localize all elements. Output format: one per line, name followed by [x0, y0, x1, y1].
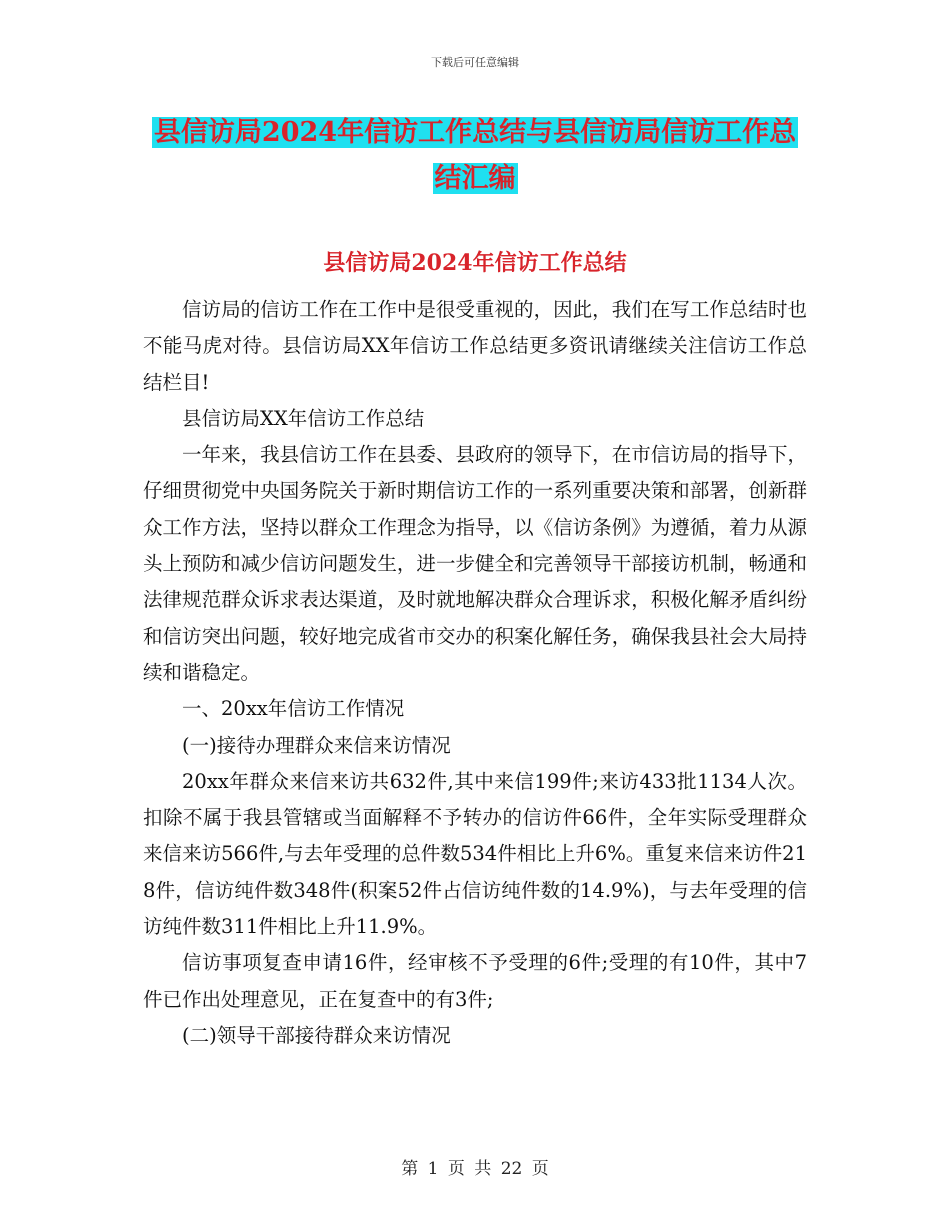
document-title: [140, 110, 810, 202]
header-note: 下载后可任意编辑: [431, 56, 519, 69]
paragraph: 县信访局XX年信访工作总结: [182, 406, 425, 430]
document-body: [143, 292, 807, 1054]
section-title: 县信访局2024年信访工作总结: [323, 250, 627, 276]
document-title-line-2: 结汇编: [434, 163, 516, 194]
paragraph: 20xx年群众来信来访共632件,其中来信199件;来访433批1134人次。扣除不属于我县管辖或当面解释不予转办的信访件66件，全年实际受理群众来信来访566件,与去年受理的总件数534件相比上升6%。重复来信来访件218件，信访纯件数348件(积案52件占信访纯件数的14.9%)，与去年受理的信访纯件数311件相比上升11.9%。: [143, 769, 807, 939]
paragraph: 一年来，我县信访工作在县委、县政府的领导下，在市信访局的指导下，仔细贯彻党中央国务院关于新时期信访工作的一系列重要决策和部署，创新群众工作方法，坚持以群众工作理念为指导，以《信访条例》为遵循，着力从源头上预防和减少信访问题发生，进一步健全和完善领导干部接访机制，畅通和法律规范群众诉求表达渠道，及时就地解决群众合理诉求，积极化解矛盾纠纷和信访突出问题，较好地完成省市交办的积案化解任务，确保我县社会大局持续和谐稳定。: [143, 443, 807, 684]
paragraph: 信访局的信访工作在工作中是很受重视的，因此，我们在写工作总结时也不能马虎对待。县信访局XX年信访工作总结更多资讯请继续关注信访工作总结栏目!: [143, 298, 807, 394]
paragraph: 一、20xx年信访工作情况: [182, 697, 405, 721]
paragraph: (一)接待办理群众来信来访情况: [182, 733, 451, 757]
document-title-line-1: 县信访局2024年信访工作总结与县信访局信访工作总: [153, 117, 797, 148]
paragraph: 信访事项复查申请16件，经审核不予受理的6件;受理的有10件，其中7件已作出处理意见，正在复查中的有3件;: [143, 951, 807, 1011]
paragraph: (二)领导干部接待群众来访情况: [182, 1023, 451, 1047]
page-number-footer: 第 1 页 共 22 页: [401, 1159, 549, 1179]
